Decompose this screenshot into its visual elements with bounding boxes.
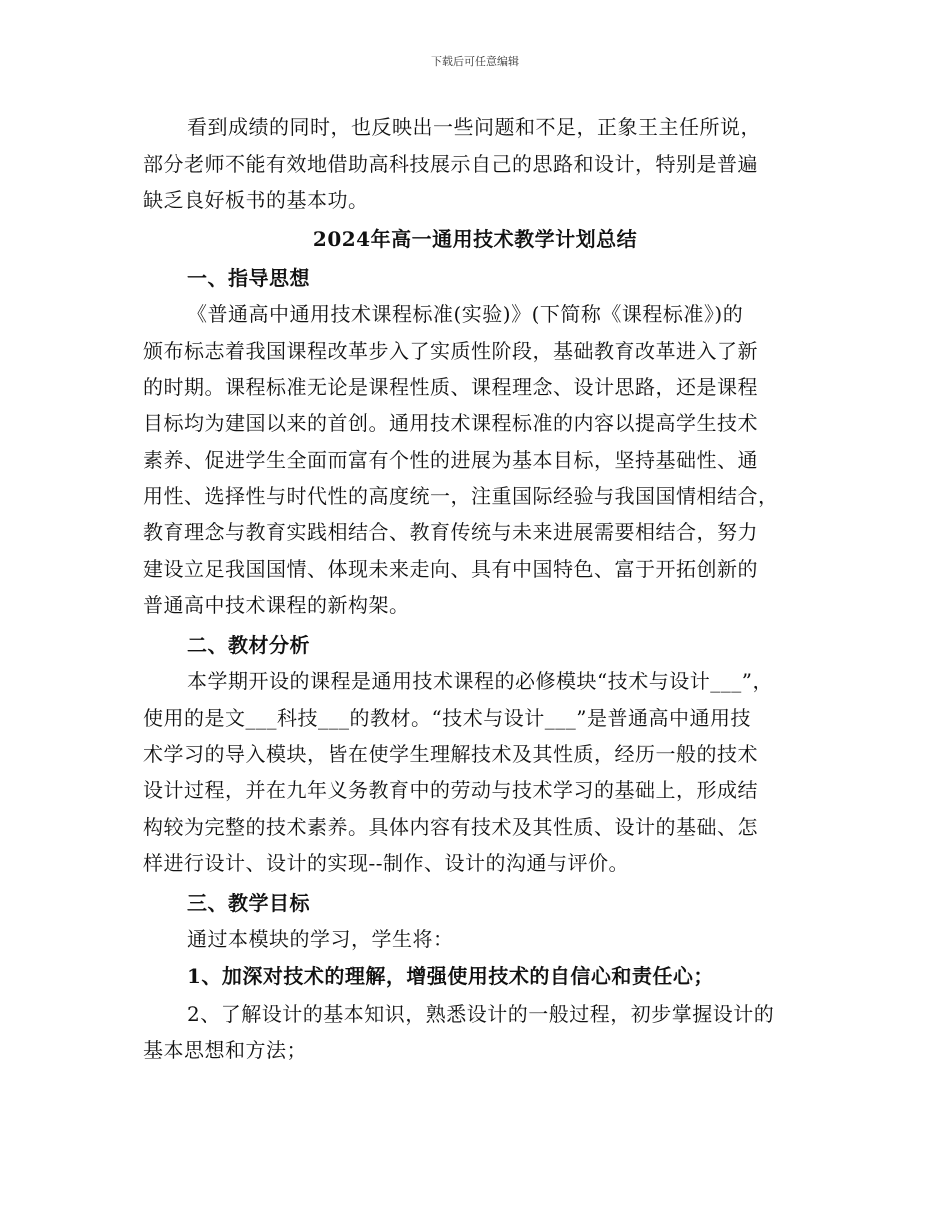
paragraph-line: 本学期开设的课程是通用技术课程的必修模块“技术与设计___”， — [187, 669, 773, 693]
paragraph-line: 素养、促进学生全面而富有个性的进展为基本目标，坚持基础性、通 — [143, 448, 758, 472]
paragraph-line: 通过本模块的学习，学生将： — [187, 927, 454, 951]
page-header: 下载后可任意编辑 — [431, 55, 519, 68]
paragraph-line: 的时期。课程标准无论是课程性质、课程理念、设计思路，还是课程 — [143, 375, 758, 399]
section-heading: 一、指导思想 — [187, 266, 310, 290]
paragraph-line: 使用的是文___科技___的教材。“技术与设计___”是普通高中通用技 — [143, 706, 751, 730]
paragraph-line: 目标均为建国以来的首创。通用技术课程标准的内容以提高学生技术 — [143, 411, 758, 435]
document-title: 2024年高一通用技术教学计划总结 — [312, 227, 638, 251]
paragraph-line: 缺乏良好板书的基本功。 — [143, 188, 369, 212]
paragraph-line: 基本思想和方法； — [143, 1038, 307, 1062]
paragraph-line: 构较为完整的技术素养。具体内容有技术及其性质、设计的基础、怎 — [143, 815, 758, 839]
paragraph-line: 教育理念与教育实践相结合、教育传统与未来进展需要相结合，努力 — [143, 520, 758, 544]
section-heading: 三、教学目标 — [187, 891, 310, 915]
paragraph-line: 设计过程，并在九年义务教育中的劳动与技术学习的基础上，形成结 — [143, 778, 758, 802]
list-item: 1、加深对技术的理解，增强使用技术的自信心和责任心； — [187, 964, 714, 988]
paragraph-line: 《普通高中通用技术课程标准(实验)》(下简称《课程标准》)的 — [187, 302, 744, 326]
paragraph-line: 术学习的导入模块，皆在使学生理解技术及其性质，经历一般的技术 — [143, 742, 758, 766]
list-item: 2、了解设计的基本知识，熟悉设计的一般过程，初步掌握设计的 — [187, 1002, 775, 1026]
paragraph-line: 用性、选择性与时代性的高度统一，注重国际经验与我国国情相结合， — [143, 484, 779, 508]
paragraph-line: 颁布标志着我国课程改革步入了实质性阶段，基础教育改革进入了新 — [143, 339, 758, 363]
paragraph-line: 部分老师不能有效地借助高科技展示自己的思路和设计，特别是普遍 — [143, 152, 758, 176]
section-heading: 二、教材分析 — [187, 633, 310, 657]
paragraph-line: 建设立足我国国情、体现未来走向、具有中国特色、富于开拓创新的 — [143, 557, 758, 581]
paragraph-line: 样进行设计、设计的实现--制作、设计的沟通与评价。 — [143, 851, 630, 875]
paragraph-line: 看到成绩的同时，也反映出一些问题和不足，正象王主任所说， — [187, 115, 761, 139]
paragraph-line: 普通高中技术课程的新构架。 — [143, 593, 410, 617]
